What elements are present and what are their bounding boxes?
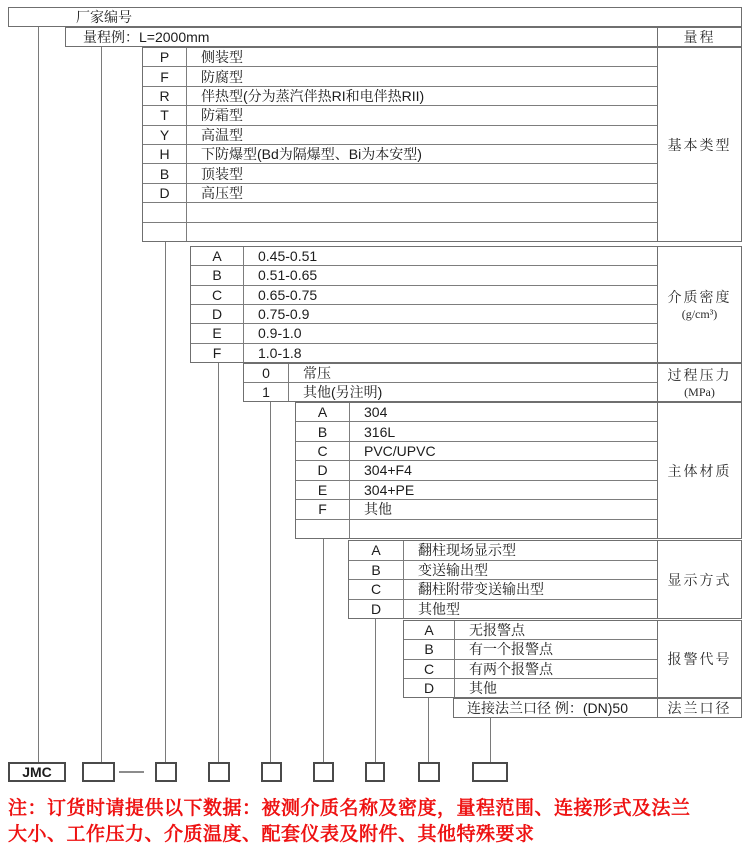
option-row [191, 247, 657, 265]
connector-line-basic-type [165, 242, 166, 762]
connector-line-manufacturer [38, 27, 39, 762]
block-display-mode [348, 540, 658, 619]
code-box-medium-density [208, 762, 230, 782]
option-code: E [191, 324, 244, 342]
option-desc: 304 [364, 404, 388, 421]
code-separator-dash [119, 771, 144, 773]
flange-size-row [453, 698, 658, 718]
option-code: D [143, 184, 187, 202]
option-desc: 有两个报警点 [469, 660, 553, 677]
option-row [143, 144, 657, 163]
connector-line-display-mode [375, 619, 376, 762]
option-code: P [143, 48, 187, 66]
range-example-row [65, 27, 658, 47]
option-code: D [404, 679, 455, 697]
option-code: E [296, 481, 350, 499]
option-row [191, 304, 657, 323]
option-code: 0 [244, 364, 289, 382]
code-box-body-material [313, 762, 334, 782]
option-row [404, 621, 657, 639]
option-desc: 其他 [469, 679, 497, 696]
option-row [143, 183, 657, 202]
option-code [143, 223, 187, 241]
ordering-note-line2: 大小、工作压力、介质温度、配套仪表及附件、其他特殊要求 [8, 824, 535, 845]
manufacturer-number-row [8, 7, 742, 27]
label-medium-density: 介质密度 (g/cm³) [658, 246, 742, 363]
option-desc: 0.9-1.0 [258, 325, 302, 342]
option-code: F [191, 344, 244, 362]
option-row [296, 519, 657, 538]
option-row [296, 460, 657, 479]
option-code: A [296, 403, 350, 421]
label-display-mode: 显示方式 [658, 540, 742, 619]
option-desc: 316L [364, 423, 396, 440]
option-desc: 其他 [364, 501, 392, 518]
option-code: C [191, 286, 244, 304]
label-alarm-code: 报警代号 [658, 620, 742, 698]
option-desc: 0.75-0.9 [258, 306, 310, 323]
connector-line-medium-density [218, 363, 219, 762]
flange-size-text: 连接法兰口径 例：(DN)50 [467, 700, 629, 716]
option-row [191, 265, 657, 284]
option-desc: 304+PE [364, 481, 415, 498]
option-desc: 顶装型 [201, 165, 243, 182]
label-body-material: 主体材质 [658, 402, 742, 539]
option-row [404, 639, 657, 658]
option-row [349, 579, 657, 599]
option-desc: 翻柱现场显示型 [418, 542, 516, 559]
ordering-note [8, 796, 748, 845]
option-desc: 其他型 [418, 600, 460, 617]
connector-line-alarm-code [428, 698, 429, 762]
option-desc: 常压 [303, 365, 331, 381]
block-basic-type [142, 47, 658, 242]
option-desc: 防霜型 [201, 107, 243, 124]
option-desc: 高压型 [201, 185, 243, 202]
option-row [143, 222, 657, 241]
label-range: 量程 [658, 27, 742, 47]
option-code: B [349, 561, 404, 580]
option-row [143, 48, 657, 66]
option-row [143, 105, 657, 124]
option-code: Y [143, 126, 187, 144]
option-desc [187, 223, 657, 241]
option-code [143, 203, 187, 221]
option-row [349, 541, 657, 560]
code-box-process-pressure [261, 762, 282, 782]
option-code: B [404, 640, 455, 658]
option-code: B [143, 164, 187, 182]
option-desc: 0.51-0.65 [258, 267, 318, 284]
option-desc: 1.0-1.8 [258, 344, 302, 361]
option-row [143, 125, 657, 144]
option-desc [350, 520, 657, 538]
block-medium-density [190, 246, 658, 363]
option-code: T [143, 106, 187, 124]
option-code: F [296, 500, 350, 518]
option-desc: 0.45-0.51 [258, 248, 318, 265]
option-row [244, 364, 657, 382]
option-desc: 变送输出型 [418, 561, 488, 578]
code-box-alarm-code [418, 762, 440, 782]
label-basic-type: 基本类型 [658, 47, 742, 242]
option-desc: 其他(另注明) [303, 384, 383, 400]
option-code: F [143, 67, 187, 85]
option-desc: 有一个报警点 [469, 641, 553, 658]
option-desc: 防腐型 [201, 68, 243, 85]
option-row [296, 441, 657, 460]
option-row [349, 560, 657, 580]
option-row [244, 382, 657, 401]
option-desc: PVC/UPVC [364, 443, 436, 460]
option-desc: 翻柱附带变送输出型 [418, 581, 544, 598]
option-desc: 无报警点 [469, 622, 525, 639]
option-code: B [296, 422, 350, 440]
block-alarm-code [403, 620, 658, 698]
block-process-pressure [243, 363, 658, 402]
option-code: D [349, 600, 404, 619]
option-code: A [191, 247, 244, 265]
option-row [191, 343, 657, 362]
option-code: C [404, 660, 455, 678]
option-code: 1 [244, 383, 289, 401]
option-code: C [349, 580, 404, 599]
option-row [143, 66, 657, 85]
range-example-label: 量程例：L=2000mm [83, 29, 210, 45]
option-code [296, 520, 350, 538]
option-row [404, 678, 657, 697]
option-row [296, 421, 657, 440]
option-row [349, 599, 657, 619]
code-box-range [82, 762, 115, 782]
option-row [296, 403, 657, 421]
option-desc [187, 203, 657, 221]
option-desc: 304+F4 [364, 462, 412, 479]
option-row [143, 163, 657, 182]
option-code: R [143, 87, 187, 105]
option-desc: 高温型 [201, 126, 243, 143]
option-code: D [191, 305, 244, 323]
option-row [296, 480, 657, 499]
model-code-box: JMC [8, 762, 66, 782]
option-code: D [296, 461, 350, 479]
option-row [143, 202, 657, 221]
code-box-display-mode [365, 762, 385, 782]
option-desc: 伴热型(分为蒸汽伴热RI和电伴热RII) [201, 88, 425, 105]
option-desc: 0.65-0.75 [258, 286, 318, 303]
connector-line-range [101, 47, 102, 762]
option-code: A [349, 541, 404, 560]
code-box-flange-size [472, 762, 508, 782]
option-code: A [404, 621, 455, 639]
ordering-note-line1: 注：订货时请提供以下数据：被测介质名称及密度，量程范围、连接形式及法兰 [8, 798, 691, 819]
connector-line-body-material [323, 539, 324, 762]
option-desc: 侧装型 [201, 49, 243, 66]
option-code: B [191, 266, 244, 284]
option-desc: 下防爆型(Bd为隔爆型、Bi为本安型) [201, 146, 422, 163]
option-row [143, 86, 657, 105]
option-code: H [143, 145, 187, 163]
block-body-material [295, 402, 658, 539]
manufacturer-number-label: 厂家编号 [76, 9, 132, 25]
option-row [191, 285, 657, 304]
code-box-basic-type [155, 762, 177, 782]
connector-line-flange-size [490, 718, 491, 762]
label-flange-size: 法兰口径 [658, 698, 742, 718]
option-row [296, 499, 657, 518]
label-process-pressure: 过程压力 (MPa) [658, 363, 742, 402]
option-code: C [296, 442, 350, 460]
option-row [404, 659, 657, 678]
option-row [191, 323, 657, 342]
connector-line-process-pressure [270, 402, 271, 762]
